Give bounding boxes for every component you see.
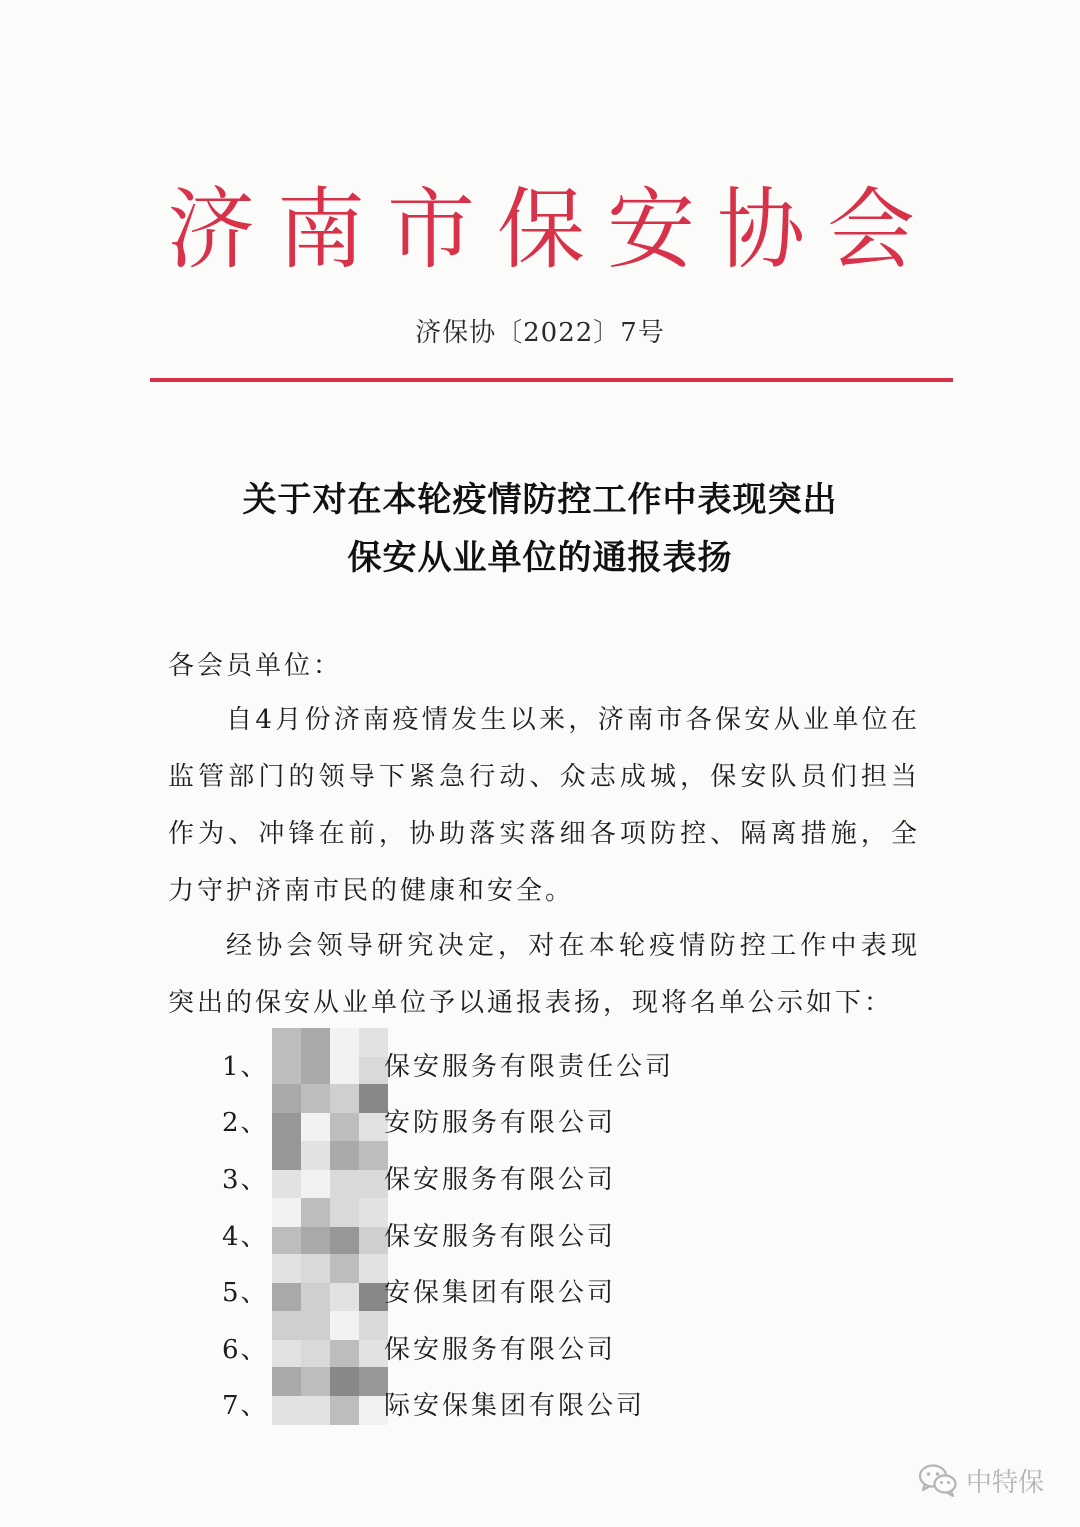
- mosaic-cell: [301, 1340, 330, 1369]
- mosaic-cell: [301, 1367, 330, 1396]
- mosaic-cell: [301, 1028, 330, 1057]
- list-index: 4、: [222, 1222, 269, 1252]
- redacted-mosaic: [272, 1141, 388, 1199]
- mosaic-pattern: [272, 1311, 388, 1369]
- redacted-mosaic: [272, 1254, 388, 1312]
- company-name: 保安服务有限公司: [384, 1335, 617, 1365]
- list-item: [222, 1381, 782, 1421]
- list-index: 2、: [222, 1108, 269, 1138]
- mosaic-cell: [272, 1340, 301, 1369]
- redacted-mosaic: [272, 1311, 388, 1369]
- list-index: 1、: [222, 1052, 269, 1082]
- mosaic-cell: [272, 1113, 301, 1142]
- mosaic-cell: [330, 1396, 359, 1425]
- mosaic-cell: [301, 1198, 330, 1227]
- mosaic-cell: [272, 1028, 301, 1057]
- mosaic-cell: [330, 1311, 359, 1340]
- headline-line-2: 保安从业单位的通报表扬: [347, 538, 733, 578]
- mosaic-cell: [330, 1254, 359, 1283]
- mosaic-cell: [330, 1340, 359, 1369]
- list-item: [222, 1212, 782, 1252]
- document-number: 济保协〔2022〕7号: [415, 318, 665, 348]
- list-index: 5、: [222, 1278, 269, 1308]
- watermark: [918, 1458, 1044, 1502]
- wechat-icon: [918, 1463, 958, 1497]
- mosaic-cell: [301, 1254, 330, 1283]
- mosaic-cell: [330, 1141, 359, 1170]
- red-divider: [150, 378, 953, 382]
- mosaic-cell: [272, 1170, 301, 1199]
- redacted-mosaic: [272, 1084, 388, 1142]
- salutation: 各会员单位：: [168, 651, 343, 681]
- headline-line-1: 关于对在本轮疫情防控工作中表现突出: [242, 480, 838, 520]
- mosaic-cell: [330, 1367, 359, 1396]
- company-name: 保安服务有限责任公司: [384, 1052, 675, 1082]
- mosaic-cell: [301, 1283, 330, 1312]
- paragraph-1: 自4月份济南疫情发生以来，济南市各保安从业单位在监管部门的领导下紧急行动、众志成城，保安队员们担当作为、冲锋在前，协助落实落细各项防控、隔离措施，全力守护济南市民的健康和安全。: [168, 705, 920, 906]
- mosaic-cell: [301, 1141, 330, 1170]
- list-index: 3、: [222, 1165, 269, 1195]
- redacted-mosaic: [272, 1028, 388, 1086]
- list-item: [222, 1098, 782, 1138]
- mosaic-cell: [330, 1113, 359, 1142]
- list-item: [222, 1325, 782, 1365]
- mosaic-cell: [272, 1141, 301, 1170]
- mosaic-cell: [272, 1283, 301, 1312]
- mosaic-cell: [272, 1057, 301, 1086]
- mosaic-cell: [301, 1084, 330, 1113]
- list-index: 6、: [222, 1335, 269, 1365]
- mosaic-cell: [330, 1198, 359, 1227]
- mosaic-cell: [272, 1198, 301, 1227]
- mosaic-cell: [301, 1396, 330, 1425]
- mosaic-cell: [301, 1311, 330, 1340]
- company-name: 保安服务有限公司: [384, 1165, 617, 1195]
- mosaic-pattern: [272, 1254, 388, 1312]
- list-item: [222, 1042, 782, 1082]
- mosaic-cell: [330, 1170, 359, 1199]
- redacted-mosaic: [272, 1367, 388, 1425]
- mosaic-cell: [272, 1396, 301, 1425]
- list-item: [222, 1155, 782, 1195]
- paragraph-2: 经协会领导研究决定，对在本轮疫情防控工作中表现突出的保安从业单位予以通报表扬，现将名单公示如下：: [168, 931, 920, 1018]
- mosaic-pattern: [272, 1084, 388, 1142]
- mosaic-pattern: [272, 1141, 388, 1199]
- mosaic-cell: [301, 1057, 330, 1086]
- mosaic-cell: [301, 1170, 330, 1199]
- mosaic-cell: [301, 1227, 330, 1256]
- mosaic-cell: [330, 1227, 359, 1256]
- mosaic-cell: [301, 1113, 330, 1142]
- mosaic-cell: [272, 1084, 301, 1113]
- mosaic-cell: [330, 1084, 359, 1113]
- mosaic-pattern: [272, 1198, 388, 1256]
- company-name: 际安保集团有限公司: [384, 1391, 646, 1421]
- mosaic-pattern: [272, 1367, 388, 1425]
- list-index: 7、: [222, 1391, 269, 1421]
- watermark-text: 中特保: [966, 1467, 1045, 1498]
- mosaic-cell: [272, 1311, 301, 1340]
- mosaic-cell: [330, 1028, 359, 1057]
- list-item: [222, 1268, 782, 1308]
- company-name: 安保集团有限公司: [384, 1278, 617, 1308]
- mosaic-cell: [272, 1367, 301, 1396]
- org-name-title: 济南市保安协会: [166, 178, 937, 281]
- mosaic-cell: [272, 1254, 301, 1283]
- company-name: 保安服务有限公司: [384, 1222, 617, 1252]
- mosaic-pattern: [272, 1028, 388, 1086]
- mosaic-cell: [330, 1057, 359, 1086]
- company-name: 安防服务有限公司: [384, 1108, 617, 1138]
- mosaic-cell: [272, 1227, 301, 1256]
- redacted-mosaic: [272, 1198, 388, 1256]
- mosaic-cell: [330, 1283, 359, 1312]
